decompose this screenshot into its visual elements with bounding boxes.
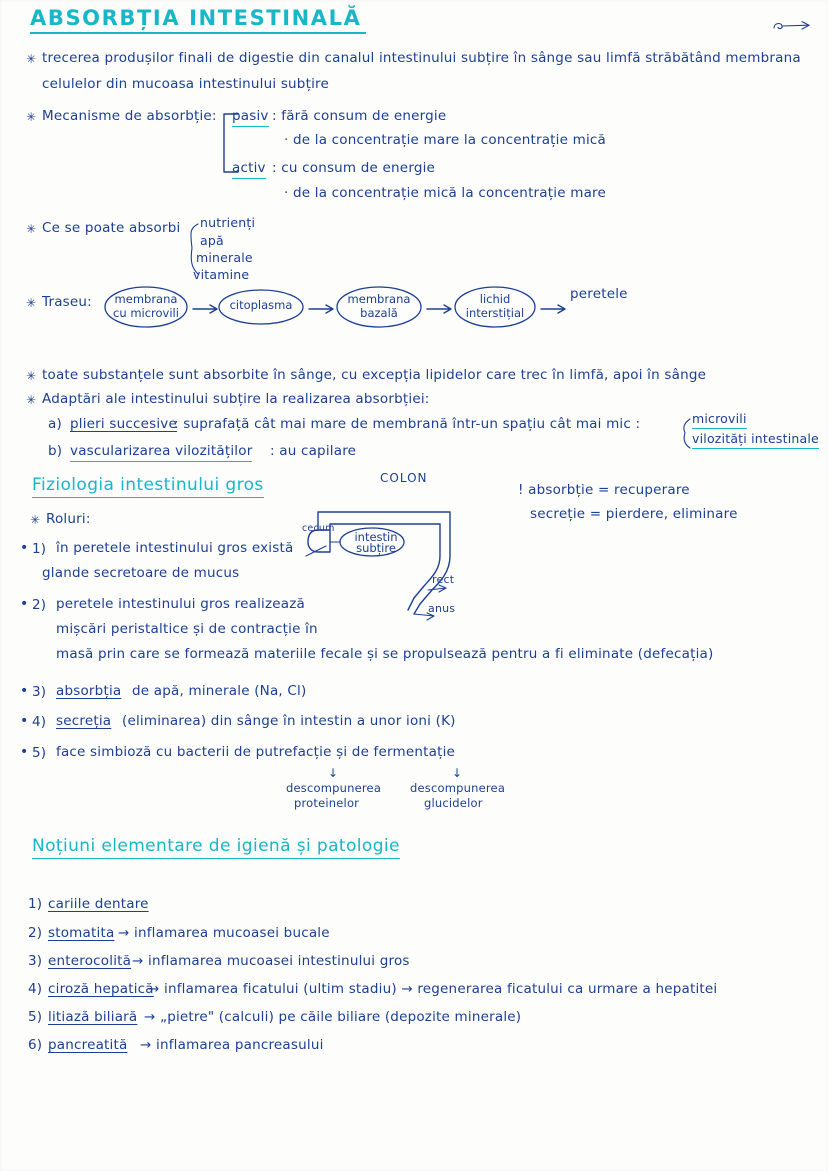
list-bullet-5: • <box>20 744 29 760</box>
adaptare-a-side-2: vilozități intestinale <box>692 430 819 449</box>
diagram-label-rect: rect <box>432 573 455 586</box>
patologie-4-text: → inflamarea ficatului (ultim stadiu) → regenerarea ficatului ca urmare a hepatitei <box>148 981 718 997</box>
roluri-label: Roluri: <box>46 511 91 527</box>
intro-line-1: trecerea produșilor finali de digestie din canalul intestinului subțire în sânge sau limfă străbătând membrana <box>42 50 801 66</box>
patologie-3-term: enterocolită <box>48 953 132 969</box>
intro-line-2: celulelor din mucoasa intestinului subțire <box>42 76 329 92</box>
patologie-6-index: 6) <box>28 1037 43 1053</box>
patologie-2-index: 2) <box>28 925 43 941</box>
diagram-title: COLON <box>380 471 428 485</box>
arrow-2-icon <box>308 300 336 319</box>
patologie-1-index: 1) <box>28 896 43 912</box>
diagram-label-small-intestine <box>346 532 406 554</box>
rol-2-line-1: peretele intestinului gros realizează <box>56 596 305 612</box>
sub-note-2-line-2: glucidelor <box>424 796 483 810</box>
diagram-label-small-intestine-text: intestin subțire <box>354 530 398 555</box>
patologie-5-term: litiază biliară <box>48 1009 138 1025</box>
list-bullet-2: • <box>20 596 29 612</box>
absorbable-item-3: minerale <box>196 250 253 265</box>
rol-3-text: de apă, minerale (Na, Cl) <box>132 683 307 699</box>
bullet-star-6: ✳ <box>26 393 37 407</box>
traseu-lead: Traseu: <box>42 294 92 310</box>
bullet-star-4: ✳ <box>26 296 37 310</box>
adaptare-a-brace <box>680 418 692 454</box>
rol-3-index: 3) <box>32 684 47 700</box>
patologie-3-index: 3) <box>28 953 43 969</box>
mechanism-active-label: activ <box>232 160 266 179</box>
adaptare-b-term: vascularizarea vilozităților <box>70 443 252 462</box>
mechanism-passive-label: pasiv <box>232 108 269 127</box>
arrow-1-icon <box>192 300 220 319</box>
adaptare-b-index: b) <box>48 443 63 459</box>
adaptare-b-text: : au capilare <box>270 443 357 459</box>
rol-3-term: absorbția <box>56 683 122 699</box>
rol-1-index: 1) <box>32 541 47 557</box>
adaptare-a-side-1: microvili <box>692 410 747 429</box>
note-line-1: toate substanțele sunt absorbite în sânge, cu excepția lipidelor care trec în limfă, apoi în sânge <box>42 367 707 383</box>
sub-note-2-line-1: descompunerea <box>410 781 506 795</box>
bullet-star-5: ✳ <box>26 369 37 383</box>
traseu-node-4 <box>458 292 532 320</box>
rol-1-line-1: în peretele intestinului gros există <box>56 540 294 556</box>
patologie-5-index: 5) <box>28 1009 43 1025</box>
note-line-2: Adaptări ale intestinului subțire la realizarea absorbției: <box>42 391 430 407</box>
adaptare-a-text: : suprafață cât mai mare de membrană într-un spațiu cât mai mic : <box>174 416 641 432</box>
patologie-4-index: 4) <box>28 981 43 997</box>
bullet-star-2: ✳ <box>26 110 37 124</box>
rol-5-text: face simbioză cu bacterii de putrefacție și de fermentație <box>56 744 456 760</box>
rol-4-term: secreția <box>56 713 112 729</box>
mechanism-active-detail-2: · de la concentrație mică la concentrație mare <box>284 185 607 201</box>
patologie-2-text: → inflamarea mucoasei bucale <box>118 925 330 941</box>
arrow-4-icon <box>540 300 568 319</box>
list-bullet-3: • <box>20 683 29 699</box>
paperclip-icon <box>772 18 812 32</box>
mechanism-passive-detail-1: : fără consum de energie <box>272 108 447 124</box>
sub-note-1-line-1: descompunerea <box>286 781 382 795</box>
patologie-2-term: stomatita <box>48 925 115 941</box>
patologie-6-text: → inflamarea pancreasului <box>140 1037 324 1053</box>
diagram-label-anus: anus <box>428 602 456 615</box>
traseu-node-3 <box>340 292 418 320</box>
mechanism-passive-detail-2: · de la concentrație mare la concentrație mică <box>284 132 607 148</box>
adaptare-a-term: plieri succesive <box>70 416 177 432</box>
sub-note-1-line-2: proteinelor <box>294 796 360 810</box>
sub-note-1-arrow: ↓ <box>328 766 339 780</box>
traseu-node-3-label: membrana bazală <box>347 292 411 320</box>
patologie-1-term: cariile dentare <box>48 896 149 912</box>
traseu-final-label: peretele <box>570 286 628 302</box>
bullet-star-1: ✳ <box>26 52 37 66</box>
arrow-3-icon <box>426 300 454 319</box>
bullet-star-7: ✳ <box>30 513 41 527</box>
absorbable-item-2: apă <box>200 233 224 248</box>
list-bullet-1: • <box>20 540 29 556</box>
sub-note-2-arrow: ↓ <box>452 766 463 780</box>
rol-2-index: 2) <box>32 597 47 613</box>
rol-2-line-2: mișcări peristaltice și de contracție în <box>56 621 318 637</box>
patologie-5-text: → „pietre" (calculi) pe căile biliare (depozite minerale) <box>144 1009 522 1025</box>
diagram-label-cecum: cecum <box>302 523 335 534</box>
traseu-node-2 <box>222 298 300 312</box>
traseu-node-1 <box>108 292 184 320</box>
rol-4-text: (eliminarea) din sânge în intestin a unor ioni (K) <box>122 713 456 729</box>
sidenote-line-2: secreție = pierdere, eliminare <box>530 506 738 522</box>
traseu-node-4-label: lichid interstițial <box>465 292 525 320</box>
absorbable-item-4: vitamine <box>193 267 250 282</box>
section-2-heading: Fiziologia intestinului gros <box>32 475 264 498</box>
rol-4-index: 4) <box>32 714 47 730</box>
patologie-4-term: ciroză hepatică <box>48 981 154 997</box>
bullet-star-3: ✳ <box>26 222 37 236</box>
traseu-node-2-label: citoplasma <box>229 298 293 312</box>
rol-2-line-3: masă prin care se formează materiile fecale și se propulsează pentru a fi eliminate (defecația) <box>56 646 714 662</box>
sidenote-line-1: ! absorbție = recuperare <box>518 482 690 498</box>
patologie-3-text: → inflamarea mucoasei intestinului gros <box>132 953 410 969</box>
page-title: ABSORBȚIA INTESTINALĂ <box>30 6 366 34</box>
patologie-6-term: pancreatită <box>48 1037 128 1053</box>
rol-5-index: 5) <box>32 745 47 761</box>
absorbable-lead: Ce se poate absorbi <box>42 220 181 236</box>
list-bullet-4: • <box>20 713 29 729</box>
traseu-node-1-label: membrana cu microvili <box>113 292 179 320</box>
rol-1-line-2: glande secretoare de mucus <box>42 565 240 581</box>
section-3-heading: Noțiuni elementare de igienă și patologie <box>32 836 400 859</box>
mechanism-active-detail-1: : cu consum de energie <box>272 160 436 176</box>
adaptare-a-index: a) <box>48 416 62 432</box>
absorbable-item-1: nutrienți <box>200 215 256 230</box>
mechanisms-lead: Mecanisme de absorbție: <box>42 108 217 124</box>
